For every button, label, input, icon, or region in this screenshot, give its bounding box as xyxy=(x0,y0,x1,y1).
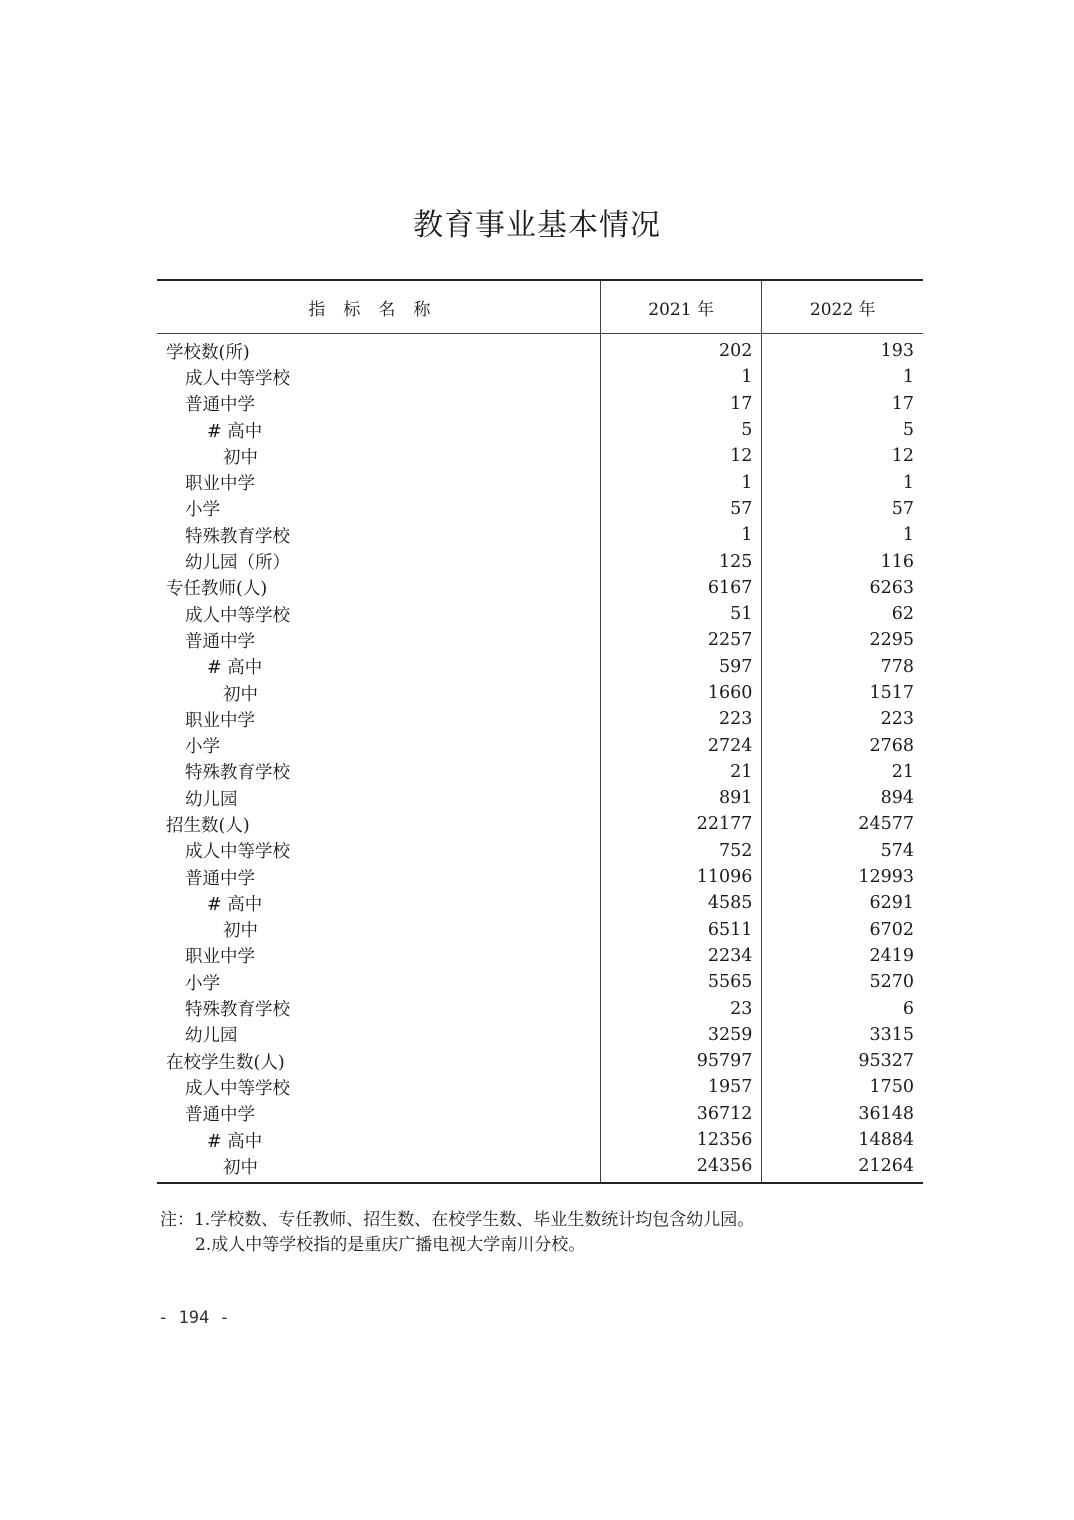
note-line-1: 注：1.学校数、专任教师、招生数、在校学生数、毕业生数统计均包含幼儿园。 xyxy=(160,1210,755,1230)
row-value-2022: 2295 xyxy=(869,630,914,651)
row-value-2021: 12 xyxy=(730,446,753,467)
row-label: 普通中学 xyxy=(185,1105,255,1126)
row-value-2021: 1957 xyxy=(707,1077,753,1098)
row-value-2022: 2419 xyxy=(869,945,914,966)
row-label: 成人中等学校 xyxy=(185,605,290,626)
row-value-2022: 5 xyxy=(902,420,914,441)
header-indicator: 指标名称 xyxy=(308,299,449,320)
row-label: # 高中 xyxy=(207,421,263,442)
row-label: 小学 xyxy=(185,973,220,994)
row-value-2021: 51 xyxy=(730,604,753,625)
row-value-2022: 223 xyxy=(880,709,914,730)
row-value-2022: 1 xyxy=(902,525,914,546)
page-number: - 194 - xyxy=(158,1308,230,1328)
row-label: 幼儿园 xyxy=(185,789,238,810)
row-value-2021: 36712 xyxy=(696,1103,753,1124)
row-label: # 高中 xyxy=(207,894,263,915)
row-value-2021: 6511 xyxy=(707,919,753,940)
row-value-2022: 21 xyxy=(891,761,914,782)
row-value-2021: 23 xyxy=(730,998,753,1019)
page-title: 教育事业基本情况 xyxy=(413,208,661,243)
row-label: 成人中等学校 xyxy=(185,368,290,389)
row-label: 成人中等学校 xyxy=(185,1078,290,1099)
row-value-2021: 6167 xyxy=(707,577,753,598)
row-label: 专任教师(人) xyxy=(166,579,268,600)
row-label: 职业中学 xyxy=(185,474,255,495)
row-value-2021: 12356 xyxy=(696,1130,753,1151)
values-2021-column xyxy=(600,334,762,1182)
header-2021: 2021 年 xyxy=(600,281,762,333)
row-value-2021: 24356 xyxy=(696,1156,753,1177)
row-value-2022: 193 xyxy=(880,341,914,362)
row-label: 初中 xyxy=(223,684,258,705)
row-value-2021: 17 xyxy=(730,393,753,414)
header-2022: 2022 年 xyxy=(761,281,923,333)
row-value-2021: 4585 xyxy=(707,893,753,914)
values-2022-column xyxy=(761,334,923,1182)
row-value-2022: 36148 xyxy=(858,1103,914,1124)
row-value-2021: 3259 xyxy=(707,1024,753,1045)
row-value-2022: 12 xyxy=(891,446,914,467)
row-value-2021: 597 xyxy=(719,656,753,677)
row-label: 职业中学 xyxy=(185,947,255,968)
row-label: 幼儿园 xyxy=(185,1026,238,1047)
row-value-2021: 57 xyxy=(730,498,753,519)
row-value-2022: 6702 xyxy=(869,919,914,940)
row-label: 职业中学 xyxy=(185,710,255,731)
row-label: 在校学生数(人) xyxy=(166,1052,285,1073)
row-value-2022: 57 xyxy=(891,498,914,519)
row-value-2022: 778 xyxy=(880,656,914,677)
row-label: 特殊教育学校 xyxy=(185,1000,290,1021)
row-value-2021: 223 xyxy=(719,709,753,730)
row-label: 特殊教育学校 xyxy=(185,763,290,784)
row-label: 初中 xyxy=(223,1157,258,1178)
row-value-2021: 22177 xyxy=(696,814,753,835)
row-value-2022: 116 xyxy=(880,551,914,572)
label-column xyxy=(157,334,600,1182)
row-value-2022: 894 xyxy=(880,788,914,809)
row-value-2021: 2724 xyxy=(707,735,753,756)
row-value-2021: 5 xyxy=(741,420,753,441)
row-value-2022: 2768 xyxy=(869,735,914,756)
table-header xyxy=(157,281,923,334)
row-value-2022: 14884 xyxy=(858,1130,914,1151)
row-label: # 高中 xyxy=(207,658,263,679)
row-label: 成人中等学校 xyxy=(185,842,290,863)
table-body xyxy=(157,334,923,1182)
row-label: 特殊教育学校 xyxy=(185,526,290,547)
row-value-2021: 95797 xyxy=(696,1051,753,1072)
row-label: 初中 xyxy=(223,921,258,942)
row-label: 招生数(人) xyxy=(166,815,250,836)
row-value-2022: 21264 xyxy=(858,1156,914,1177)
row-value-2021: 11096 xyxy=(696,867,753,888)
row-value-2021: 891 xyxy=(719,788,753,809)
row-value-2021: 2257 xyxy=(707,630,753,651)
row-label: 普通中学 xyxy=(185,868,255,889)
row-value-2022: 1 xyxy=(902,367,914,388)
row-value-2022: 6263 xyxy=(869,577,914,598)
row-value-2022: 1 xyxy=(902,472,914,493)
row-value-2021: 202 xyxy=(719,341,753,362)
row-label: 小学 xyxy=(185,737,220,758)
row-label: 初中 xyxy=(223,447,258,468)
row-value-2021: 1 xyxy=(741,367,753,388)
row-value-2021: 1 xyxy=(741,525,753,546)
row-value-2021: 752 xyxy=(719,840,753,861)
row-value-2021: 2234 xyxy=(707,945,753,966)
row-value-2022: 574 xyxy=(880,840,914,861)
statistics-table xyxy=(157,279,923,1184)
row-value-2022: 24577 xyxy=(858,814,914,835)
row-value-2022: 6 xyxy=(902,998,914,1019)
row-label: 幼儿园（所） xyxy=(185,553,290,574)
row-label: # 高中 xyxy=(207,1131,263,1152)
row-value-2022: 3315 xyxy=(869,1024,914,1045)
row-label: 小学 xyxy=(185,500,220,521)
note-line-2: 2.成人中等学校指的是重庆广播电视大学南川分校。 xyxy=(195,1235,586,1255)
row-value-2021: 125 xyxy=(719,551,753,572)
row-value-2022: 62 xyxy=(891,604,914,625)
row-value-2022: 1517 xyxy=(869,683,914,703)
row-value-2022: 1750 xyxy=(869,1077,914,1098)
row-value-2022: 5270 xyxy=(869,972,914,993)
row-label: 普通中学 xyxy=(185,395,255,416)
row-value-2022: 95327 xyxy=(858,1051,914,1072)
row-value-2021: 1660 xyxy=(707,683,753,703)
row-value-2021: 1 xyxy=(741,472,753,493)
row-value-2022: 12993 xyxy=(858,867,914,888)
row-label: 普通中学 xyxy=(185,631,255,652)
row-label: 学校数(所) xyxy=(166,342,250,363)
row-value-2021: 5565 xyxy=(707,972,753,993)
row-value-2022: 17 xyxy=(891,393,914,414)
table-notes xyxy=(160,1208,754,1258)
row-value-2022: 6291 xyxy=(869,893,914,914)
row-value-2021: 21 xyxy=(730,761,753,782)
